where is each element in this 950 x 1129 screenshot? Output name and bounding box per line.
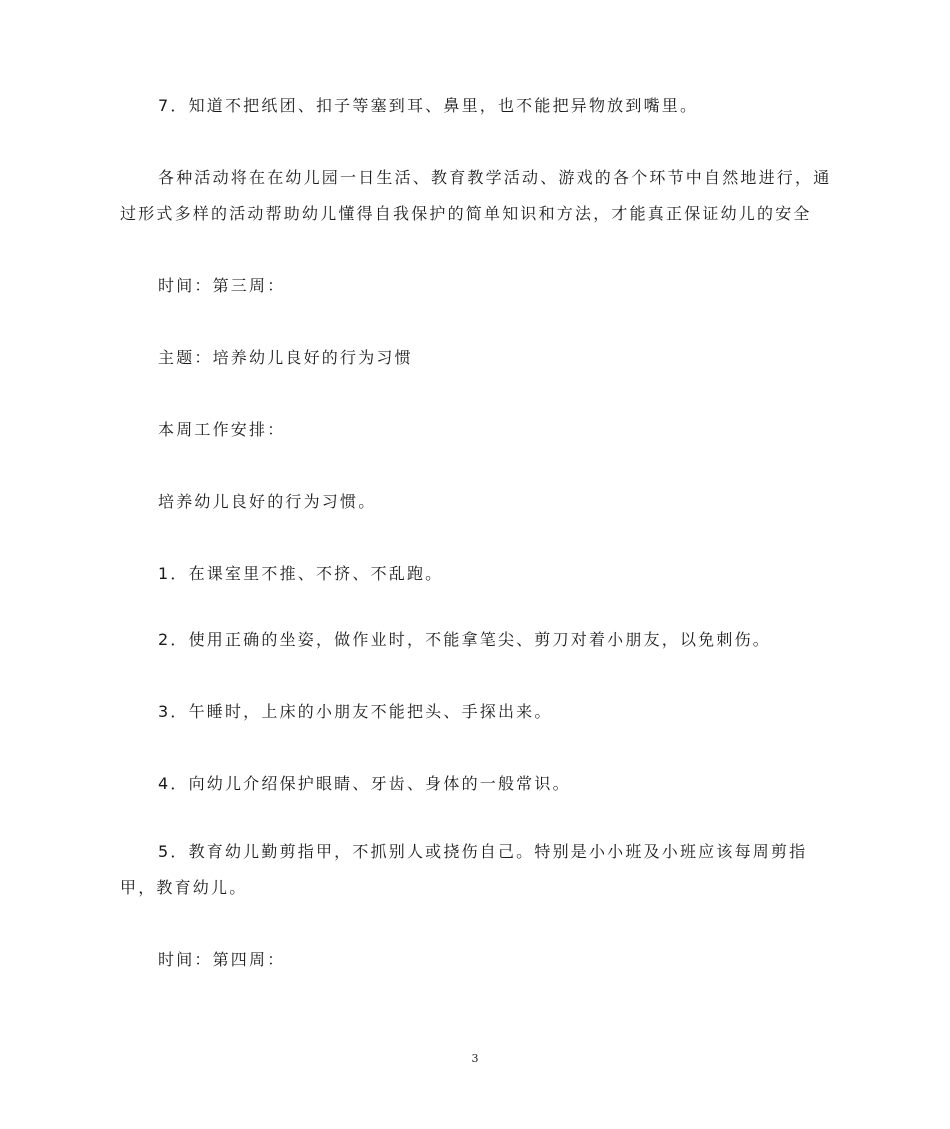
page-number: 3	[471, 1052, 479, 1065]
paragraph-activities-summary: 各种活动将在在幼儿园一日生活、教育教学活动、游戏的各个环节中自然地进行，通过形式多样的活动帮助幼儿懂得自我保护的简单知识和方法，才能真正保证幼儿的安全	[120, 168, 832, 223]
paragraph-item-1: 1．在课室里不推、不挤、不乱跑。	[158, 564, 444, 583]
paragraph-item-4: 4．向幼儿介绍保护眼睛、牙齿、身体的一般常识。	[158, 774, 571, 793]
paragraph-theme: 主题：培养幼儿良好的行为习惯	[158, 348, 413, 367]
paragraph-behavior-habits: 培养幼儿良好的行为习惯。	[158, 492, 377, 511]
paragraph-time-week-3: 时间：第三周：	[158, 276, 286, 295]
paragraph-item-5: 5．教育幼儿勤剪指甲，不抓别人或挠伤自己。特别是小小班及小班应该每周剪指甲，教育幼儿。	[120, 842, 808, 897]
paragraph-weekly-arrangement: 本周工作安排：	[158, 420, 286, 439]
paragraph-time-week-4: 时间：第四周：	[158, 950, 286, 969]
paragraph-item-3: 3．午睡时，上床的小朋友不能把头、手探出来。	[158, 702, 553, 721]
paragraph-item-2: 2．使用正确的坐姿，做作业时，不能拿笔尖、剪刀对着小朋友，以免刺伤。	[158, 630, 771, 649]
paragraph-item-7: 7．知道不把纸团、扣子等塞到耳、鼻里，也不能把异物放到嘴里。	[158, 96, 699, 115]
